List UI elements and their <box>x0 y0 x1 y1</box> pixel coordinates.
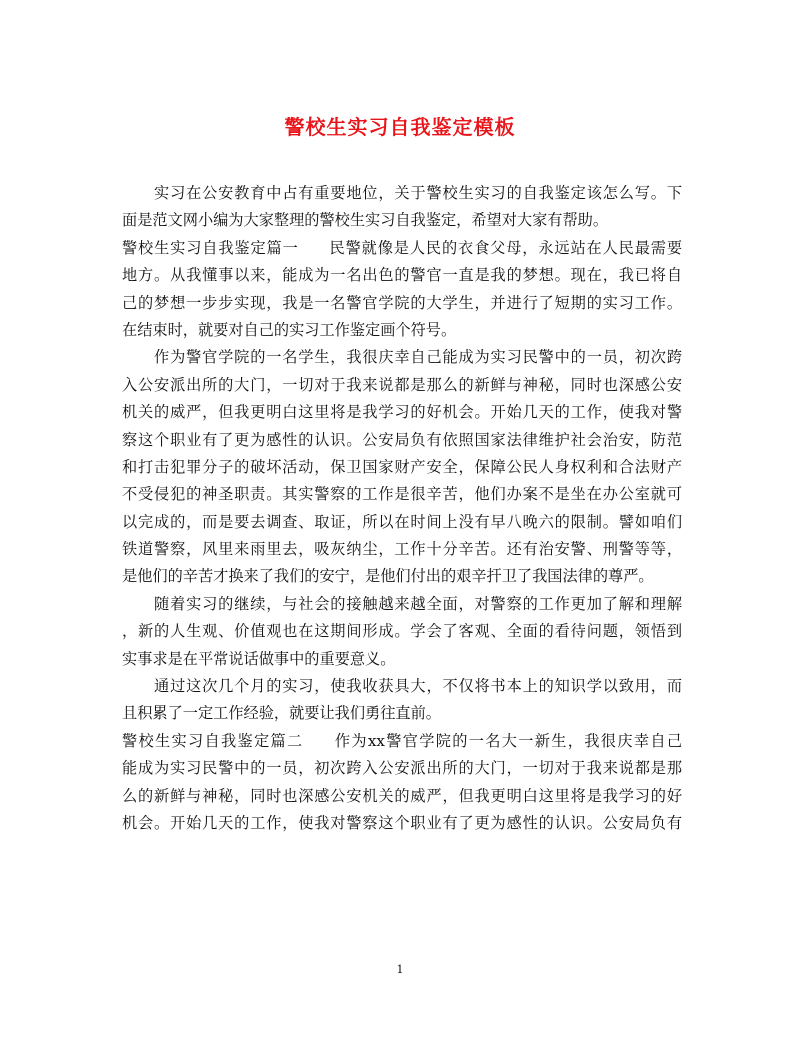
line-text: 面是范文网小编为大家整理的警校生实习自我鉴定，希望对大家有帮助。 <box>122 211 608 230</box>
document-body <box>122 180 682 837</box>
text-line <box>122 755 682 782</box>
text-line <box>122 481 682 508</box>
text-line <box>122 317 682 344</box>
text-line <box>122 344 682 371</box>
text-line <box>122 728 682 755</box>
text-line <box>122 372 682 399</box>
line-text: 不受侵犯的神圣职责。其实警察的工作是很辛苦，他们办案不是坐在办公室就可 <box>122 485 682 504</box>
line-text: 以完成的，而是要去调查、取证，所以在时间上没有早八晚六的限制。譬如咱们 <box>122 512 682 531</box>
text-line <box>122 646 682 673</box>
line-text: 随着实习的继续，与社会的接触越来越全面，对警察的工作更加了解和理解 <box>122 594 682 613</box>
line-text: 么的新鲜与神秘，同时也深感公安机关的威严，但我更明白这里将是我学习的好 <box>122 786 682 805</box>
text-line <box>122 563 682 590</box>
text-line <box>122 180 682 207</box>
text-line <box>122 810 682 837</box>
line-text: 实习在公安教育中占有重要地位，关于警校生实习的自我鉴定该怎么写。下 <box>122 184 682 202</box>
text-line <box>122 673 682 700</box>
text-line <box>122 454 682 481</box>
text-line <box>122 700 682 727</box>
text-line <box>122 618 682 645</box>
line-text: 入公安派出所的大门，一切对于我来说都是那么的新鲜与神秘，同时也深感公安 <box>122 375 682 394</box>
line-text: 作为警官学院的一名学生，我很庆幸自己能成为实习民警中的一员，初次跨 <box>122 348 682 367</box>
text-line <box>122 290 682 317</box>
line-text: 地方。从我懂事以来，能成为一名出色的警官一直是我的梦想。现在，我已将自 <box>122 266 682 285</box>
text-line <box>122 536 682 563</box>
line-text: 在结束时，就要对自己的实习工作鉴定画个符号。 <box>122 320 457 339</box>
line-text: 作为xx警官学院的一名大一新生，我很庆幸自己 <box>333 731 683 750</box>
line-text: 机关的威严，但我更明白这里将是我学习的好机会。开始几天的工作，使我对警 <box>122 403 682 422</box>
text-line <box>122 509 682 536</box>
line-text: 是他们的辛苦才换来了我们的安宁，是他们付出的艰辛扞卫了我国法律的尊严。 <box>122 567 654 586</box>
text-line <box>122 427 682 454</box>
line-text: 实事求是在平常说话做事中的重要意义。 <box>122 649 396 668</box>
page-number: 1 <box>396 963 404 976</box>
text-line <box>122 235 682 262</box>
line-text: 铁道警察，风里来雨里去，吸灰纳尘，工作十分辛苦。还有治安警、刑警等等， <box>122 540 682 559</box>
text-line <box>122 399 682 426</box>
line-text: 能成为实习民警中的一员，初次跨入公安派出所的大门，一切对于我来说都是那 <box>122 759 682 778</box>
line-text: 机会。开始几天的工作，使我对警察这个职业有了更为感性的认识。公安局负有 <box>122 813 682 832</box>
line-text: 察这个职业有了更为感性的认识。公安局负有依照国家法律维护社会治安，防范 <box>122 430 682 449</box>
text-line <box>122 207 682 234</box>
text-line <box>122 783 682 810</box>
line-text: 民警就像是人民的衣食父母，永远站在人民最需要 <box>328 238 683 257</box>
line-text: ，新的人生观、价值观也在这期间形成。学会了客观、全面的看待问题，领悟到 <box>122 622 682 641</box>
text-line <box>122 262 682 289</box>
line-text: 和打击犯罪分子的破坏活动，保卫国家财产安全，保障公民人身权利和合法财产 <box>122 457 682 476</box>
line-text: 通过这次几个月的实习，使我收获具大，不仅将书本上的知识学以致用，而 <box>122 677 682 696</box>
section-heading: 警校生实习自我鉴定篇一 <box>122 238 299 257</box>
line-text: 己的梦想一步步实现，我是一名警官学院的大学生，并进行了短期的实习工作。 <box>122 293 682 312</box>
section-heading: 警校生实习自我鉴定篇二 <box>122 731 304 750</box>
text-line <box>122 591 682 618</box>
document-title: 警校生实习自我鉴定模板 <box>284 115 516 139</box>
line-text: 且积累了一定工作经验，就要让我们勇往直前。 <box>122 704 441 723</box>
